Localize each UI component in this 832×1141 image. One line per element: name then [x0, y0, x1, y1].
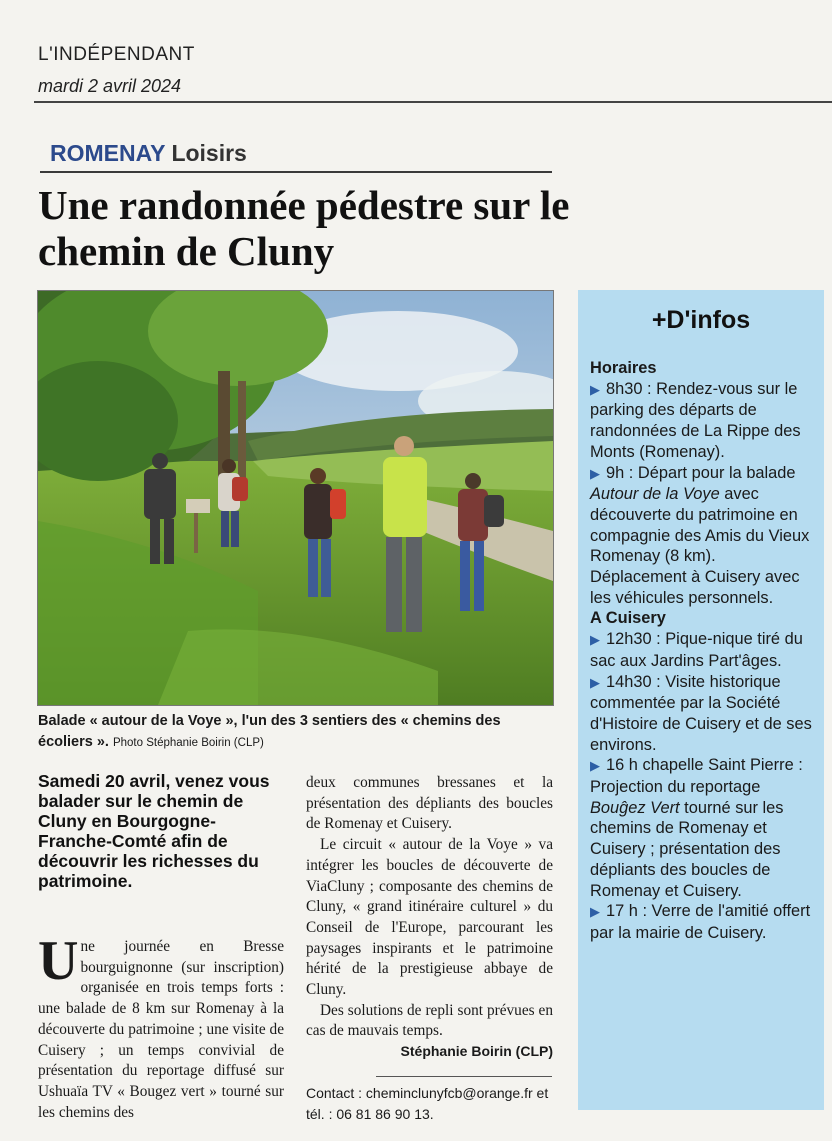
- photo-credit: Photo Stéphanie Boirin (CLP): [112, 737, 264, 749]
- info-item: ▶ 16 h chapelle Saint Pierre : Projection du reportage Bouĝez Vert tourné sur les chemins de Romenay et Cuisery ; présentation des dépliants des boucles de Romenay et Cuisery.: [590, 756, 803, 900]
- triangle-bullet-icon: ▶: [590, 465, 600, 481]
- body-column-1: [38, 930, 284, 1123]
- photo-caption: [38, 711, 558, 754]
- contact-line: Contact : cheminclunyfcb@orange.fr et tél. : 06 81 86 90 13.: [306, 1085, 549, 1122]
- section-kicker: [50, 140, 247, 167]
- triangle-bullet-icon: ▶: [590, 381, 600, 397]
- author-signature: Stéphanie Boirin (CLP): [400, 1043, 553, 1059]
- info-box-body: [590, 358, 812, 944]
- article-photo: [37, 290, 554, 706]
- drop-cap: U: [38, 930, 79, 992]
- info-heading-cuisery: A Cuisery: [590, 609, 666, 628]
- info-box-content: [590, 300, 812, 944]
- info-item: ▶ 17 h : Verre de l'amitié offert par la mairie de Cuisery.: [590, 902, 811, 942]
- info-item: ▶ 14h30 : Visite historique commentée par la Société d'Histoire de Cuisery et de ses environs.: [590, 672, 812, 754]
- kicker-rule: [40, 171, 552, 173]
- triangle-bullet-icon: ▶: [590, 632, 600, 648]
- body-text-col1: ne journée en Bresse bourguignonne (sur inscription) organisée en trois temps forts : une balade de 8 km sur Romenay à la découverte du patrimoine ; une visite de Cuisery ; un temps convivial de présentation du reportage diffusé sur Ushuaïa TV « Bougez vert » tourné sur les chemins des: [38, 938, 284, 1121]
- publication-date: mardi 2 avril 2024: [38, 76, 182, 96]
- bleed-through-text: [590, 55, 598, 89]
- info-item: ▶ 8h30 : Rendez-vous sur le parking des départs de randonnées de La Rippe des Monts (Romenay).: [590, 379, 801, 461]
- triangle-bullet-icon: ▶: [590, 758, 600, 774]
- caption-text: Balade « autour de la Voye », l'un des 3 sentiers des « chemins des écoliers ».: [38, 713, 501, 750]
- info-item: ▶ 12h30 : Pique-nique tiré du sac aux Jardins Part'âges.: [590, 630, 803, 670]
- body-paragraph: Le circuit « autour de la Voye » va intégrer les boucles de découverte de ViaCluny ; composante des chemins de Cluny, « grand itinéraire culturel » du Conseil de l'Europe, parcourant les paysages inspirants et le patrimoine hérité de la prestigieuse abbaye de Cluny.: [306, 836, 553, 999]
- info-heading-horaires: Horaires: [590, 359, 657, 377]
- body-paragraph: Des solutions de repli sont prévues en cas de mauvais temps.: [306, 1001, 553, 1040]
- body-column-2: [306, 773, 553, 1042]
- article-lede: Samedi 20 avril, venez vous balader sur le chemin de Cluny en Bourgogne-Franche-Comté afin de découvrir les richesses du patrimoine.: [38, 771, 270, 891]
- article-headline: Une randonnée pédestre sur le chemin de Cluny: [38, 182, 570, 274]
- triangle-bullet-icon: ▶: [590, 674, 600, 690]
- body-paragraph: deux communes bressanes et la présentation des dépliants des boucles de Romenay et Cuisery.: [306, 774, 553, 833]
- contact-rule: [376, 1076, 552, 1077]
- newspaper-name: L'INDÉPENDANT: [38, 44, 195, 65]
- masthead-rule: [34, 101, 832, 103]
- kicker-rubric: Loisirs: [171, 140, 247, 166]
- kicker-town: ROMENAY: [50, 140, 166, 166]
- triangle-bullet-icon: ▶: [590, 904, 600, 920]
- info-box-title: +D'infos: [651, 306, 751, 334]
- info-item: ▶ 9h : Départ pour la balade Autour de la Voye avec découverte du patrimoine en compagnie des Amis du Vieux Romenay (8 km). Déplacement à Cuisery avec les véhicules personnels.: [590, 463, 810, 607]
